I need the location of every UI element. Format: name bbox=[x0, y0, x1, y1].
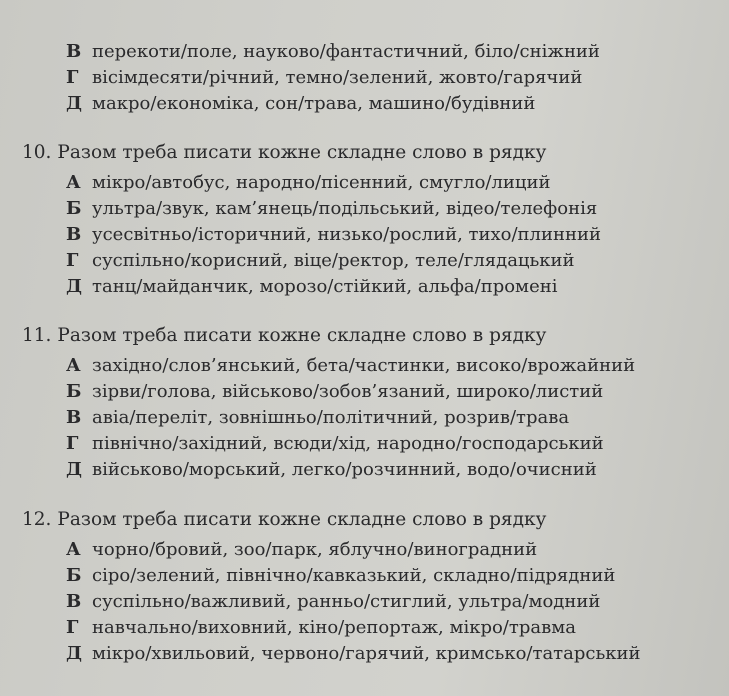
option-letter: Г bbox=[66, 617, 79, 638]
option-text: зірви/голова, військово/зобов’язаний, широко/листий bbox=[92, 381, 604, 402]
option-text: авіа/переліт, зовнішньо/політичний, розрив/трава bbox=[92, 407, 570, 428]
option-text: військово/морський, легко/розчинний, водо/очисний bbox=[92, 459, 597, 480]
option-text: усесвітньо/історичний, низько/рослий, тихо/плинний bbox=[92, 224, 601, 245]
q11-prompt bbox=[22, 324, 546, 348]
option-text: західно/слов’янський, бета/частинки, високо/врожайний bbox=[92, 355, 636, 376]
question-number: 10. bbox=[22, 142, 52, 163]
q12-option-b bbox=[66, 564, 615, 588]
option-letter: Д bbox=[66, 643, 83, 664]
q12-option-h bbox=[66, 616, 576, 640]
q9-option-d bbox=[66, 92, 535, 116]
q11-option-d bbox=[66, 458, 597, 482]
option-letter: Г bbox=[66, 67, 79, 88]
option-text: мікро/автобус, народно/пісенний, смугло/лиций bbox=[92, 172, 551, 193]
option-letter: А bbox=[66, 355, 81, 376]
q10-option-d bbox=[66, 275, 557, 299]
option-letter: Д bbox=[66, 276, 83, 297]
q12-option-a bbox=[66, 538, 537, 562]
q10-option-b bbox=[66, 197, 597, 221]
option-text: танц/майданчик, морозо/стійкий, альфа/промені bbox=[92, 276, 558, 297]
option-letter: А bbox=[66, 539, 81, 560]
option-text: суспільно/важливий, ранньо/стиглий, ультра/модний bbox=[92, 591, 601, 612]
q11-option-b bbox=[66, 380, 603, 404]
q9-option-v bbox=[66, 40, 600, 64]
option-letter: А bbox=[66, 172, 81, 193]
option-letter: Г bbox=[66, 433, 79, 454]
q10-prompt bbox=[22, 141, 546, 165]
q10-option-h bbox=[66, 249, 575, 273]
q12-option-d bbox=[66, 642, 641, 666]
option-text: чорно/бровий, зоо/парк, яблучно/виноградний bbox=[92, 539, 538, 560]
option-letter: Б bbox=[66, 198, 82, 219]
option-text: північно/західний, всюди/хід, народно/господарський bbox=[92, 433, 604, 454]
option-letter: В bbox=[66, 224, 82, 245]
option-text: мікро/хвильовий, червоно/гарячий, кримсько/татарський bbox=[92, 643, 641, 664]
option-text: суспільно/корисний, віце/ректор, теле/глядацький bbox=[92, 250, 575, 271]
option-letter: В bbox=[66, 407, 82, 428]
option-text: перекоти/поле, науково/фантастичний, біло/сніжний bbox=[92, 41, 600, 62]
question-text: Разом треба писати кожне складне слово в рядку bbox=[57, 142, 547, 163]
option-letter: Д bbox=[66, 459, 83, 480]
question-text: Разом треба писати кожне складне слово в рядку bbox=[57, 325, 547, 346]
option-letter: Г bbox=[66, 250, 79, 271]
q12-option-v bbox=[66, 590, 600, 614]
q11-option-h bbox=[66, 432, 604, 456]
option-text: навчально/виховний, кіно/репортаж, мікро/травма bbox=[92, 617, 576, 638]
option-letter: В bbox=[66, 41, 82, 62]
question-text: Разом треба писати кожне складне слово в рядку bbox=[57, 509, 547, 530]
q12-prompt bbox=[22, 508, 546, 532]
option-letter: Д bbox=[66, 93, 83, 114]
option-text: ультра/звук, кам’янець/подільський, відео/телефонія bbox=[92, 198, 598, 219]
q9-option-h bbox=[66, 66, 582, 90]
q11-option-a bbox=[66, 354, 635, 378]
q10-option-v bbox=[66, 223, 601, 247]
q10-option-a bbox=[66, 171, 550, 195]
option-text: сіро/зелений, північно/кавказький, складно/підрядний bbox=[92, 565, 616, 586]
option-letter: В bbox=[66, 591, 82, 612]
option-text: вісімдесяти/річний, темно/зелений, жовто/гарячий bbox=[92, 67, 583, 88]
option-letter: Б bbox=[66, 565, 82, 586]
q11-option-v bbox=[66, 406, 569, 430]
question-number: 11. bbox=[22, 325, 52, 346]
option-text: макро/економіка, сон/трава, машино/будівний bbox=[92, 93, 536, 114]
question-number: 12. bbox=[22, 509, 52, 530]
option-letter: Б bbox=[66, 381, 82, 402]
